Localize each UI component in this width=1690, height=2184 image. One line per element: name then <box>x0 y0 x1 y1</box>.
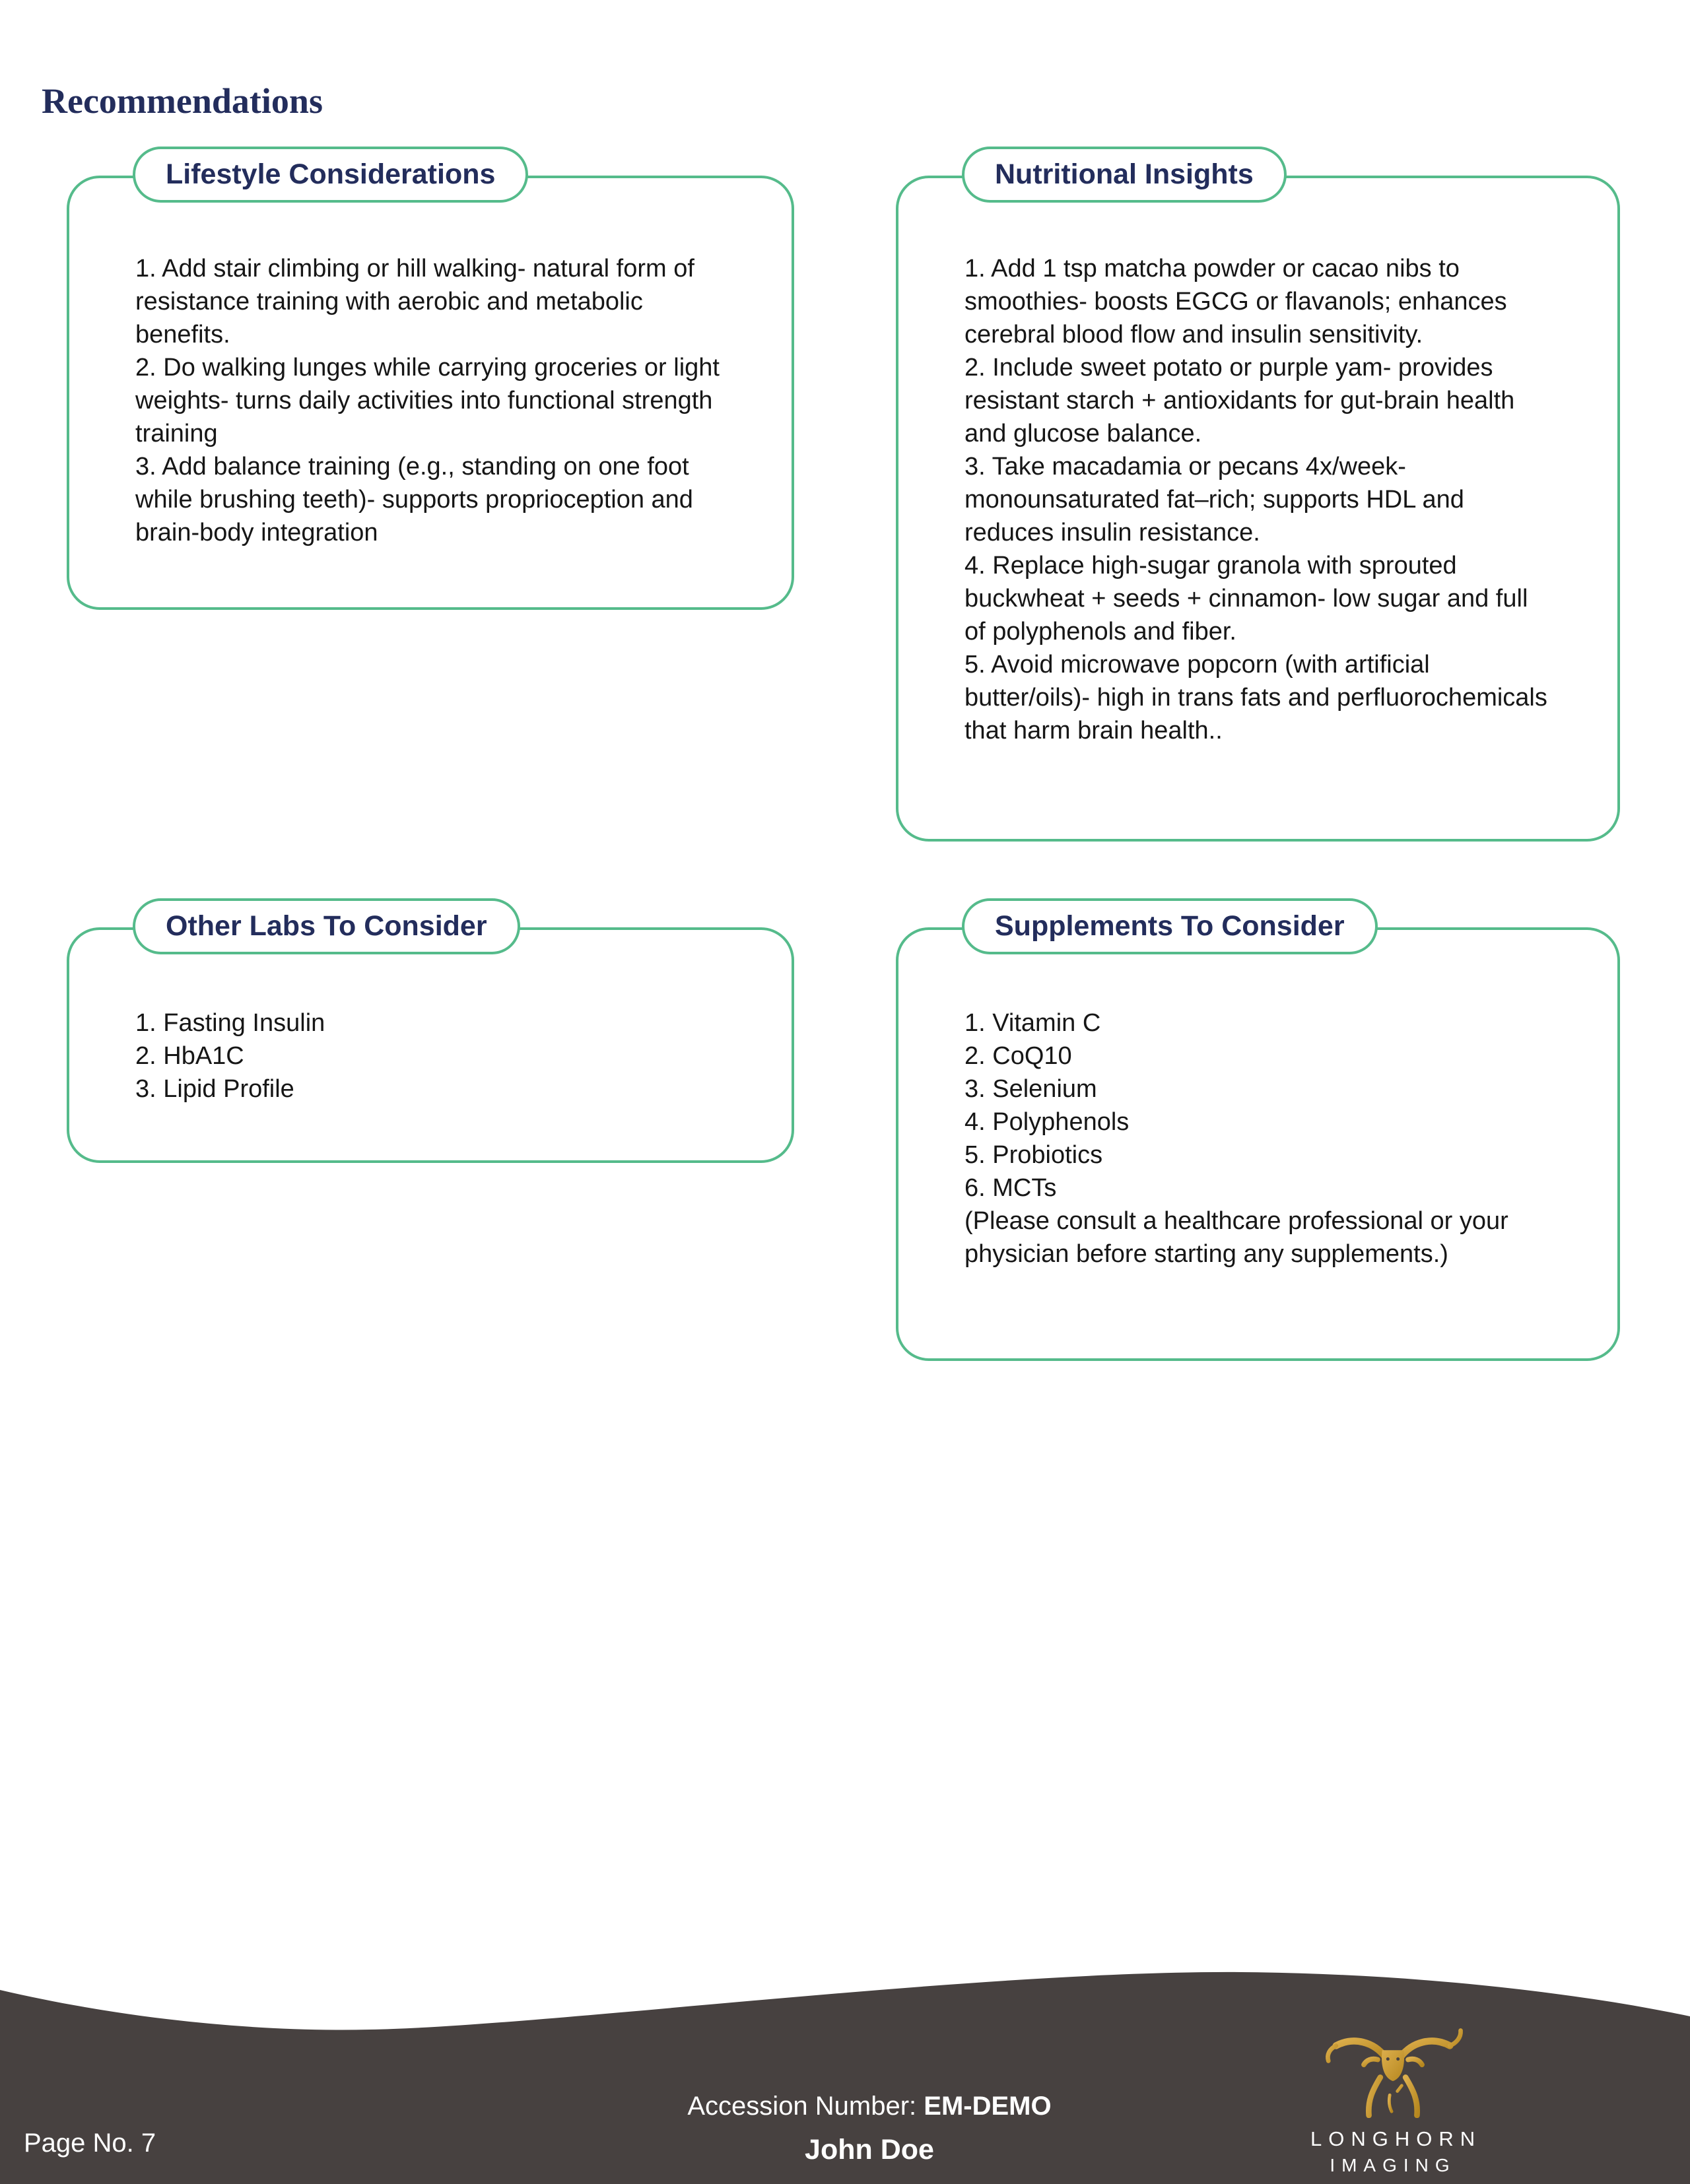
card-lifestyle-considerations <box>67 158 794 610</box>
card-body-other-labs <box>69 930 792 1132</box>
list-item: 1. Add stair climbing or hill walking- natural form of resistance training with aerobic and metabolic benefits. <box>135 255 694 348</box>
card-supplements <box>896 910 1620 1361</box>
page-number: Page No. 7 <box>24 2129 156 2158</box>
card-nutritional-insights <box>896 158 1620 842</box>
list-item: 3. Take macadamia or pecans 4x/week- monounsaturated fat–rich; supports HDL and reduces insulin resistance. <box>964 453 1464 546</box>
card-body-lifestyle <box>69 178 792 576</box>
list-item: 2. HbA1C <box>135 1042 244 1070</box>
list-item: 1. Vitamin C <box>964 1009 1101 1037</box>
list-item: 1. Fasting Insulin <box>135 1009 325 1037</box>
card-body-supplements <box>898 930 1617 1297</box>
list-item: 6. MCTs <box>964 1174 1057 1202</box>
list-item: 3. Add balance training (e.g., standing on one foot while brushing teeth)- supports proprioception and brain-body integration <box>135 453 693 546</box>
longhorn-bull-icon <box>1317 2019 1469 2118</box>
card-title-supplements: Supplements To Consider <box>962 898 1378 954</box>
logo-text-longhorn: LONGHORN <box>1310 2127 1482 2150</box>
card-title-lifestyle: Lifestyle Considerations <box>133 147 528 203</box>
longhorn-logo <box>1310 2019 1482 2176</box>
patient-name: John Doe <box>805 2134 934 2166</box>
logo-text-imaging: IMAGING <box>1330 2155 1456 2175</box>
card-title-other-labs: Other Labs To Consider <box>133 898 520 954</box>
list-item: 3. Selenium <box>964 1075 1097 1103</box>
list-item: 5. Avoid microwave popcorn (with artificial butter/oils)- high in trans fats and perfluorochemicals that harm brain health.. <box>964 651 1547 745</box>
list-item: 2. CoQ10 <box>964 1042 1072 1070</box>
list-item: 2. Do walking lunges while carrying groceries or light weights- turns daily activities into functional strength training <box>135 354 720 447</box>
accession-label: Accession Number: <box>687 2092 924 2121</box>
supplements-disclaimer: (Please consult a healthcare professional or your physician before starting any supplements.) <box>964 1207 1508 1268</box>
card-title-nutritional: Nutritional Insights <box>962 147 1287 203</box>
list-item: 1. Add 1 tsp matcha powder or cacao nibs to smoothies- boosts EGCG or flavanols; enhances cerebral blood flow and insulin sensitivity. <box>964 255 1507 348</box>
page-footer <box>0 1907 1690 2184</box>
card-body-nutritional <box>898 178 1617 774</box>
card-other-labs <box>67 910 794 1163</box>
list-item: 4. Polyphenols <box>964 1108 1130 1136</box>
list-item: 4. Replace high-sugar granola with sprouted buckwheat + seeds + cinnamon- low sugar and full of polyphenols and fiber. <box>964 552 1528 645</box>
list-item: 5. Probiotics <box>964 1141 1103 1169</box>
list-item: 2. Include sweet potato or purple yam- provides resistant starch + antioxidants for gut-brain health and glucose balance. <box>964 354 1515 447</box>
accession-value: EM-DEMO <box>924 2092 1052 2121</box>
list-item: 3. Lipid Profile <box>135 1075 294 1103</box>
page-title: Recommendations <box>42 81 323 121</box>
